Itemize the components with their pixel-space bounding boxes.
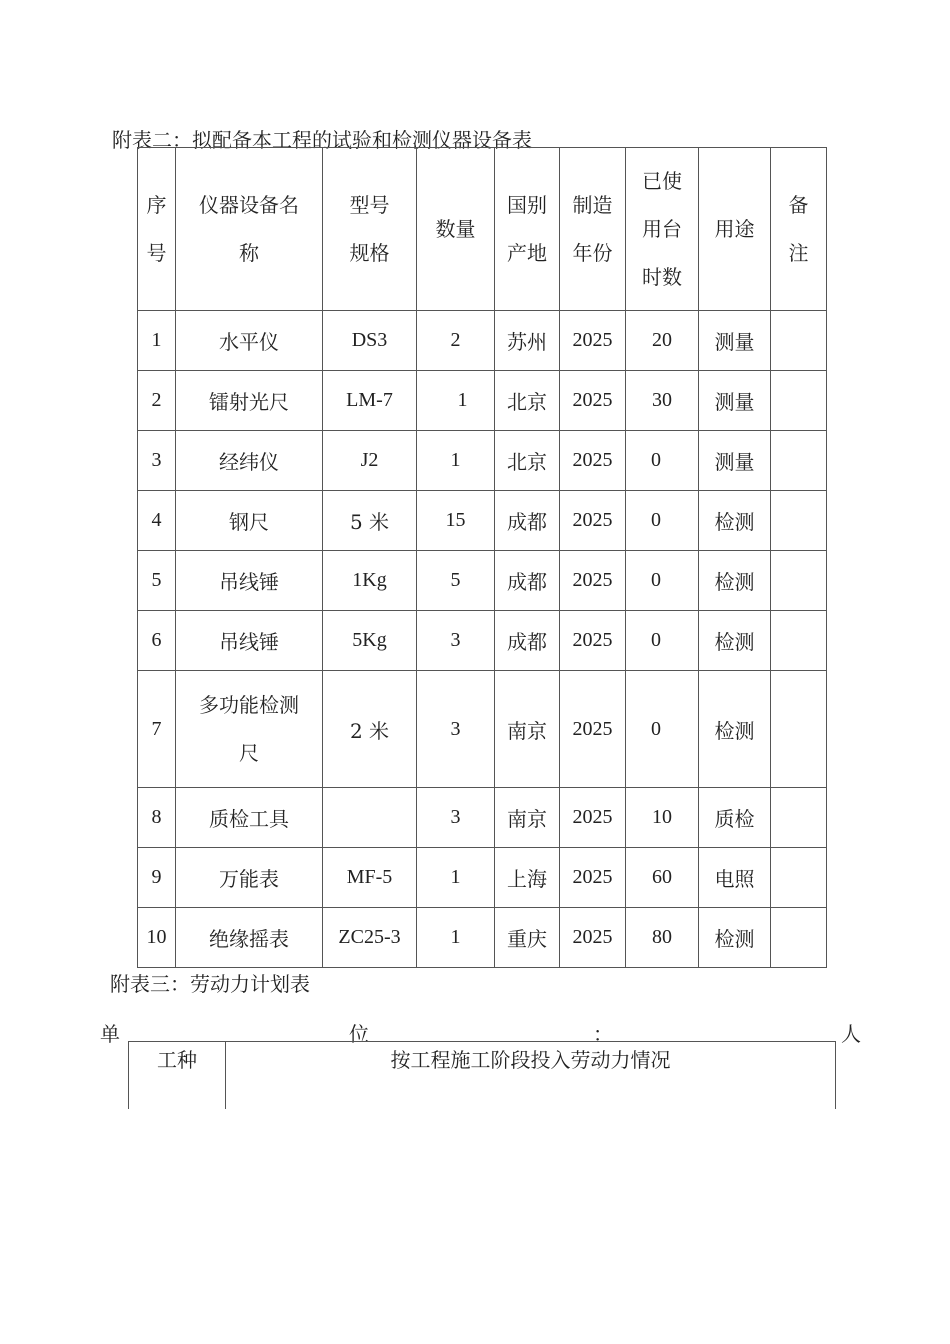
- cell-note: [771, 371, 827, 431]
- cell-name: 吊线锤: [176, 611, 323, 671]
- labor-col-stages: 按工程施工阶段投入劳动力情况: [226, 1042, 836, 1110]
- cell-use: 测量: [699, 371, 771, 431]
- cell-no: 9: [138, 848, 176, 908]
- table-row: [138, 491, 827, 551]
- cell-hours: 10: [626, 788, 699, 848]
- cell-origin: 成都: [495, 551, 560, 611]
- cell-use: 检测: [699, 671, 771, 788]
- cell-no: 6: [138, 611, 176, 671]
- cell-model: J2: [323, 431, 417, 491]
- cell-no: 1: [138, 311, 176, 371]
- cell-use: 测量: [699, 431, 771, 491]
- cell-name: 万能表: [176, 848, 323, 908]
- labor-header-row: [129, 1042, 836, 1110]
- cell-hours: 0: [626, 491, 699, 551]
- header-row: [138, 148, 827, 311]
- header-qty: 数量: [417, 148, 495, 311]
- cell-no: 3: [138, 431, 176, 491]
- cell-year: 2025: [560, 491, 626, 551]
- cell-use: 检测: [699, 491, 771, 551]
- cell-year: 2025: [560, 908, 626, 968]
- cell-origin: 重庆: [495, 908, 560, 968]
- table-row: [138, 848, 827, 908]
- header-year: 制造 年份: [560, 148, 626, 311]
- cell-model: 5 米: [323, 491, 417, 551]
- header-model: 型号 规格: [323, 148, 417, 311]
- header-note: 备 注: [771, 148, 827, 311]
- cell-note: [771, 848, 827, 908]
- cell-origin: 南京: [495, 788, 560, 848]
- cell-name: 钢尺: [176, 491, 323, 551]
- header-hours: 已使 用台 时数: [626, 148, 699, 311]
- cell-note: [771, 311, 827, 371]
- cell-year: 2025: [560, 551, 626, 611]
- cell-note: [771, 671, 827, 788]
- cell-year: 2025: [560, 848, 626, 908]
- table-row: [138, 788, 827, 848]
- cell-use: 检测: [699, 551, 771, 611]
- cell-qty: 5: [417, 551, 495, 611]
- table-row: [138, 611, 827, 671]
- table-row: [138, 371, 827, 431]
- cell-note: [771, 431, 827, 491]
- cell-no: 10: [138, 908, 176, 968]
- cell-hours: 60: [626, 848, 699, 908]
- cell-origin: 成都: [495, 491, 560, 551]
- labor-plan-table: [128, 1041, 836, 1109]
- header-name: 仪器设备名 称: [176, 148, 323, 311]
- table-row: [138, 551, 827, 611]
- cell-note: [771, 611, 827, 671]
- cell-origin: 南京: [495, 671, 560, 788]
- cell-hours: 30: [626, 371, 699, 431]
- cell-name: 吊线锤: [176, 551, 323, 611]
- cell-model: [323, 788, 417, 848]
- cell-hours: 0: [626, 671, 699, 788]
- cell-name: 镭射光尺: [176, 371, 323, 431]
- equipment-table: [137, 147, 827, 968]
- cell-qty: 1: [417, 908, 495, 968]
- cell-use: 电照: [699, 848, 771, 908]
- cell-hours: 0: [626, 551, 699, 611]
- cell-no: 4: [138, 491, 176, 551]
- cell-use: 检测: [699, 611, 771, 671]
- cell-model: 5Kg: [323, 611, 417, 671]
- cell-qty: 3: [417, 671, 495, 788]
- cell-model: ZC25-3: [323, 908, 417, 968]
- cell-model: 2 米: [323, 671, 417, 788]
- cell-origin: 北京: [495, 431, 560, 491]
- cell-name: 经纬仪: [176, 431, 323, 491]
- cell-origin: 苏州: [495, 311, 560, 371]
- cell-hours: 20: [626, 311, 699, 371]
- cell-name: 水平仪: [176, 311, 323, 371]
- cell-qty: 1: [417, 371, 495, 431]
- table-row: [138, 431, 827, 491]
- cell-name: 绝缘摇表: [176, 908, 323, 968]
- cell-no: 8: [138, 788, 176, 848]
- cell-model: 1Kg: [323, 551, 417, 611]
- cell-origin: 成都: [495, 611, 560, 671]
- cell-name: 质检工具: [176, 788, 323, 848]
- cell-year: 2025: [560, 431, 626, 491]
- cell-no: 2: [138, 371, 176, 431]
- table-row: [138, 311, 827, 371]
- cell-qty: 1: [417, 431, 495, 491]
- unit-char-dan: 单: [100, 1022, 120, 1046]
- cell-no: 5: [138, 551, 176, 611]
- cell-year: 2025: [560, 671, 626, 788]
- cell-year: 2025: [560, 311, 626, 371]
- cell-note: [771, 908, 827, 968]
- cell-use: 测量: [699, 311, 771, 371]
- table1-title: 附表二：拟配备本工程的试验和检测仪器设备表: [112, 128, 532, 152]
- header-use: 用途: [699, 148, 771, 311]
- header-origin: 国别 产地: [495, 148, 560, 311]
- cell-use: 检测: [699, 908, 771, 968]
- cell-hours: 80: [626, 908, 699, 968]
- cell-model: DS3: [323, 311, 417, 371]
- cell-note: [771, 551, 827, 611]
- unit-char-colon: ：: [593, 1022, 613, 1046]
- header-no: 序 号: [138, 148, 176, 311]
- cell-qty: 3: [417, 611, 495, 671]
- cell-hours: 0: [626, 611, 699, 671]
- cell-no: 7: [138, 671, 176, 788]
- cell-use: 质检: [699, 788, 771, 848]
- cell-name: 多功能检测 尺: [176, 671, 323, 788]
- cell-year: 2025: [560, 611, 626, 671]
- unit-char-ren: 人: [841, 1022, 861, 1046]
- cell-origin: 北京: [495, 371, 560, 431]
- table-row: [138, 671, 827, 788]
- labor-col-trade: 工种: [129, 1042, 226, 1110]
- cell-origin: 上海: [495, 848, 560, 908]
- cell-year: 2025: [560, 788, 626, 848]
- table2-title: 附表三：劳动力计划表: [110, 972, 310, 996]
- cell-hours: 0: [626, 431, 699, 491]
- cell-qty: 1: [417, 848, 495, 908]
- cell-year: 2025: [560, 371, 626, 431]
- table-row: [138, 908, 827, 968]
- cell-model: MF-5: [323, 848, 417, 908]
- cell-qty: 15: [417, 491, 495, 551]
- cell-model: LM-7: [323, 371, 417, 431]
- cell-note: [771, 491, 827, 551]
- cell-qty: 2: [417, 311, 495, 371]
- cell-note: [771, 788, 827, 848]
- unit-char-wei: 位: [349, 1022, 369, 1046]
- cell-qty: 3: [417, 788, 495, 848]
